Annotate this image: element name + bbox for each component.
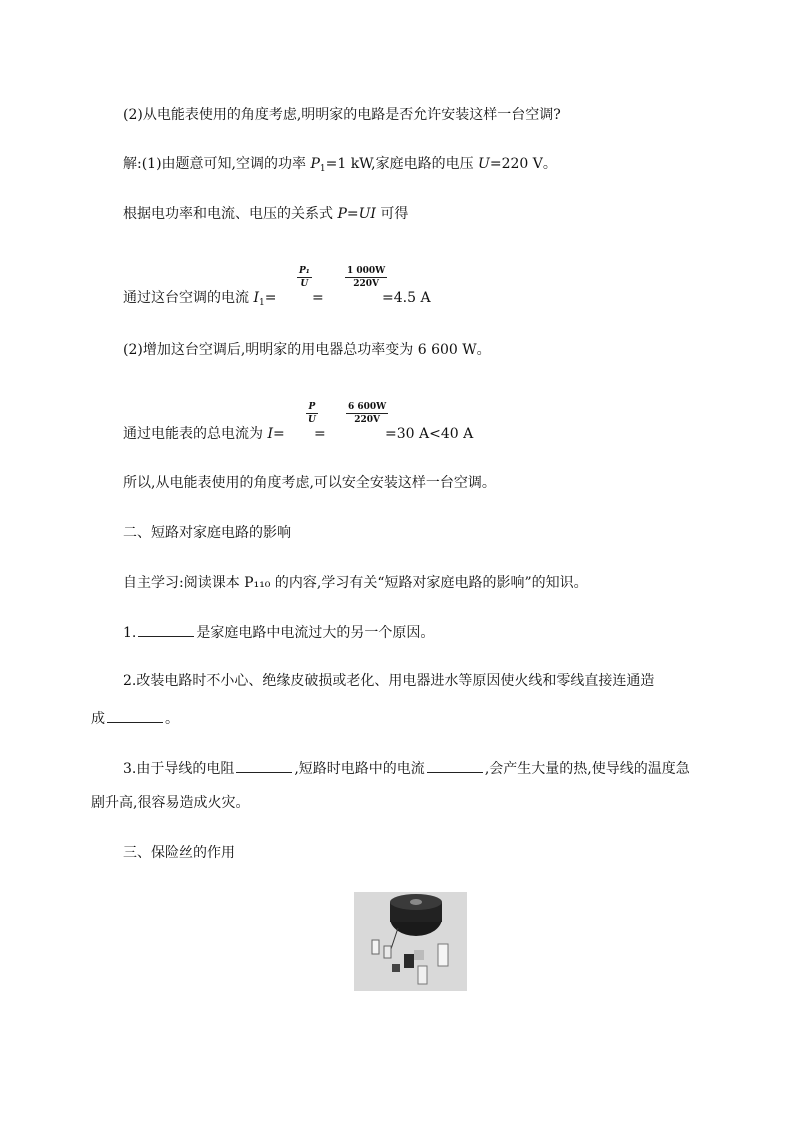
question-2: (2)从电能表使用的角度考虑,明明家的电路是否允许安装这样一台空调?: [123, 107, 561, 123]
total-current-prefix: 通过电能表的总电流为: [123, 426, 268, 442]
voltage-symbol: U: [478, 156, 490, 172]
power-value: =1 kW,家庭电路的电压: [325, 156, 479, 172]
item-3-blank-1: [236, 758, 292, 773]
fraction-denominator: U: [300, 279, 309, 289]
total-current-eq: =: [272, 426, 285, 442]
total-current-fraction-pu: [306, 401, 318, 426]
relation-formula: P=UI: [337, 206, 376, 222]
total-current-result: =30 A<40 A: [385, 426, 474, 442]
section-2-title: 二、短路对家庭电路的影响: [123, 525, 291, 541]
item-1-blank: [138, 622, 194, 637]
fraction-numerator: P₁: [299, 266, 310, 276]
current-1-result: =4.5 A: [382, 290, 431, 306]
item-2-line-1: 2.改装电路时不小心、绝缘皮破损或老化、用电器进水等原因使火线和零线直接连通造: [123, 673, 655, 689]
fraction-denominator: U: [308, 415, 316, 425]
relation-line: [123, 205, 408, 223]
total-current-fraction-values: [346, 401, 388, 426]
fraction-numerator: 1 000W: [347, 266, 386, 276]
current-1-symbol: I: [253, 290, 259, 306]
solution-2: (2)增加这台空调后,明明家的用电器总功率变为 6 600 W。: [123, 342, 491, 358]
item-3-line-1: [123, 758, 690, 778]
total-current-eq2: =: [314, 426, 326, 442]
fraction-numerator: P: [306, 401, 318, 414]
item-3-blank-2: [427, 758, 483, 773]
voltage-value: =220 V。: [489, 156, 557, 172]
item-2-prefix: 成: [91, 711, 105, 727]
total-current-line: [123, 425, 285, 443]
power-subscript: 1: [319, 164, 326, 174]
item-2-blank: [107, 708, 163, 723]
fraction-denominator: 220V: [354, 415, 381, 425]
fuse-photo: [354, 892, 467, 991]
self-study: 自主学习:阅读课本 P₁₁₀ 的内容,学习有关“短路对家庭电路的影响”的知识。: [123, 575, 588, 591]
item-3-part-1: 3.由于导线的电阻: [123, 761, 235, 777]
relation-suffix: 可得: [375, 206, 409, 222]
fuse-photo-illustration: [354, 892, 467, 991]
item-1-number: 1.: [123, 625, 137, 641]
item-2-line-2: [91, 708, 179, 728]
current-1-subscript: 1: [258, 298, 265, 308]
power-symbol: P: [310, 156, 320, 172]
fraction-numerator: 6 600W: [348, 402, 387, 412]
current-1-eq2: =: [312, 290, 324, 306]
solution-1-prefix: 解:(1)由题意可知,空调的功率: [123, 156, 311, 172]
item-3-part-2: ,短路时电路中的电流: [294, 761, 425, 777]
current-1-line: [123, 289, 276, 312]
relation-text: 根据电功率和电流、电压的关系式: [123, 206, 338, 222]
solution-1: [123, 155, 557, 178]
section-3-title: 三、保险丝的作用: [123, 845, 235, 861]
item-3-line-2: 剧升高,很容易造成火灾。: [91, 795, 250, 811]
item-1-text: 是家庭电路中电流过大的另一个原因。: [196, 625, 435, 641]
current-1-prefix: 通过这台空调的电流: [123, 290, 254, 306]
total-current-symbol: I: [267, 426, 273, 442]
current-1-eq: =: [264, 290, 277, 306]
item-1: [123, 622, 434, 642]
conclusion: 所以,从电能表使用的角度考虑,可以安全安装这样一台空调。: [123, 475, 496, 491]
fraction-denominator: 220V: [353, 279, 380, 289]
current-1-fraction-values: [345, 265, 387, 290]
item-2-suffix: 。: [165, 711, 179, 727]
current-1-fraction-pu: [297, 265, 312, 290]
item-3-part-3: ,会产生大量的热,使导线的温度急: [484, 761, 690, 777]
